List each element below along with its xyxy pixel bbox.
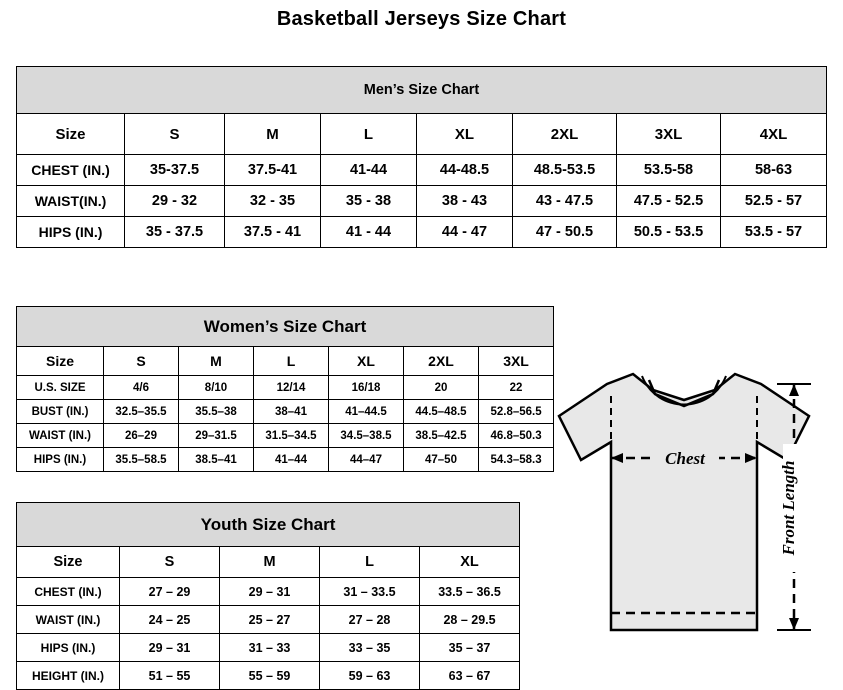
table-row [17,448,554,472]
row-label: HEIGHT (IN.) [17,662,120,690]
table-cell: 41–44 [254,448,329,472]
table-cell: 54.3–58.3 [479,448,554,472]
table-cell: 43 - 47.5 [513,186,617,217]
table-cell: 50.5 - 53.5 [617,217,721,248]
table-cell: 35 – 37 [420,634,520,662]
chest-label: Chest [665,449,705,468]
table-cell: 58-63 [721,155,827,186]
table-cell: 32.5–35.5 [104,400,179,424]
column-header: XL [329,347,404,376]
table-cell: 47–50 [404,448,479,472]
youth-size-chart [16,502,520,690]
table-cell: 25 – 27 [220,606,320,634]
table-cell: 34.5–38.5 [329,424,404,448]
youth-chart-caption: Youth Size Chart [17,503,520,547]
row-label: U.S. SIZE [17,376,104,400]
shirt-outline [559,374,809,630]
table-cell: 44.5–48.5 [404,400,479,424]
column-header: XL [417,114,513,155]
row-label: WAIST(IN.) [17,186,125,217]
table-cell: 16/18 [329,376,404,400]
table-cell: 52.8–56.5 [479,400,554,424]
table-row [17,662,520,690]
table-cell: 24 – 25 [120,606,220,634]
table-cell: 12/14 [254,376,329,400]
table-cell: 38 - 43 [417,186,513,217]
table-row [17,634,520,662]
table-cell: 44 - 47 [417,217,513,248]
table-cell: 48.5-53.5 [513,155,617,186]
table-cell: 63 – 67 [420,662,520,690]
table-row [17,155,827,186]
womens-size-table [16,306,554,472]
column-header: S [120,547,220,578]
front-length-arrow-bottom-icon [789,618,799,630]
table-cell: 47 - 50.5 [513,217,617,248]
table-cell: 55 – 59 [220,662,320,690]
table-cell: 29 - 32 [125,186,225,217]
row-label: HIPS (IN.) [17,634,120,662]
column-header: M [220,547,320,578]
table-cell: 8/10 [179,376,254,400]
table-row [17,376,554,400]
column-header: L [254,347,329,376]
table-cell: 31 – 33.5 [320,578,420,606]
table-cell: 41-44 [321,155,417,186]
column-header: Size [17,114,125,155]
table-cell: 53.5 - 57 [721,217,827,248]
table-cell: 22 [479,376,554,400]
table-cell: 33.5 – 36.5 [420,578,520,606]
table-cell: 53.5-58 [617,155,721,186]
shirt-measurement-diagram [545,338,835,668]
row-label: WAIST (IN.) [17,424,104,448]
table-cell: 44-48.5 [417,155,513,186]
table-row [17,606,520,634]
womens-size-chart [16,306,554,472]
table-cell: 41–44.5 [329,400,404,424]
table-cell: 59 – 63 [320,662,420,690]
column-header: S [104,347,179,376]
table-cell: 27 – 29 [120,578,220,606]
table-cell: 37.5 - 41 [225,217,321,248]
table-caption-row [17,67,827,114]
table-header-row [17,114,827,155]
column-header: S [125,114,225,155]
column-header: 4XL [721,114,827,155]
column-header: Size [17,347,104,376]
table-header-row [17,547,520,578]
table-caption-row [17,503,520,547]
table-cell: 38.5–42.5 [404,424,479,448]
column-header: L [321,114,417,155]
table-row [17,424,554,448]
table-cell: 27 – 28 [320,606,420,634]
row-label: BUST (IN.) [17,400,104,424]
table-cell: 31 – 33 [220,634,320,662]
front-length-arrow-top-icon [789,384,799,396]
womens-chart-caption: Women’s Size Chart [17,307,554,347]
table-cell: 31.5–34.5 [254,424,329,448]
column-header: 2XL [404,347,479,376]
column-header: 2XL [513,114,617,155]
table-cell: 38.5–41 [179,448,254,472]
table-cell: 38–41 [254,400,329,424]
table-cell: 46.8–50.3 [479,424,554,448]
table-cell: 35.5–58.5 [104,448,179,472]
table-row [17,400,554,424]
row-label: HIPS (IN.) [17,217,125,248]
front-length-label: Front Length [779,460,798,556]
table-cell: 32 - 35 [225,186,321,217]
mens-size-chart [16,66,827,248]
table-cell: 29–31.5 [179,424,254,448]
table-cell: 47.5 - 52.5 [617,186,721,217]
table-cell: 29 – 31 [220,578,320,606]
table-cell: 35 - 38 [321,186,417,217]
row-label: CHEST (IN.) [17,578,120,606]
table-row [17,186,827,217]
table-cell: 35-37.5 [125,155,225,186]
table-cell: 29 – 31 [120,634,220,662]
table-cell: 20 [404,376,479,400]
table-cell: 52.5 - 57 [721,186,827,217]
mens-size-table [16,66,827,248]
table-header-row [17,347,554,376]
row-label: CHEST (IN.) [17,155,125,186]
column-header: 3XL [617,114,721,155]
page-title: Basketball Jerseys Size Chart [276,8,567,30]
row-label: HIPS (IN.) [17,448,104,472]
table-cell: 41 - 44 [321,217,417,248]
table-cell: 33 – 35 [320,634,420,662]
column-header: M [225,114,321,155]
table-cell: 28 – 29.5 [420,606,520,634]
column-header: L [320,547,420,578]
table-cell: 4/6 [104,376,179,400]
youth-size-table [16,502,520,690]
table-cell: 51 – 55 [120,662,220,690]
row-label: WAIST (IN.) [17,606,120,634]
table-cell: 35.5–38 [179,400,254,424]
table-cell: 26–29 [104,424,179,448]
column-header: 3XL [479,347,554,376]
table-cell: 35 - 37.5 [125,217,225,248]
column-header: Size [17,547,120,578]
column-header: M [179,347,254,376]
table-row [17,578,520,606]
table-cell: 44–47 [329,448,404,472]
table-row [17,217,827,248]
table-cell: 37.5-41 [225,155,321,186]
table-caption-row [17,307,554,347]
mens-chart-caption: Men’s Size Chart [17,67,827,114]
column-header: XL [420,547,520,578]
